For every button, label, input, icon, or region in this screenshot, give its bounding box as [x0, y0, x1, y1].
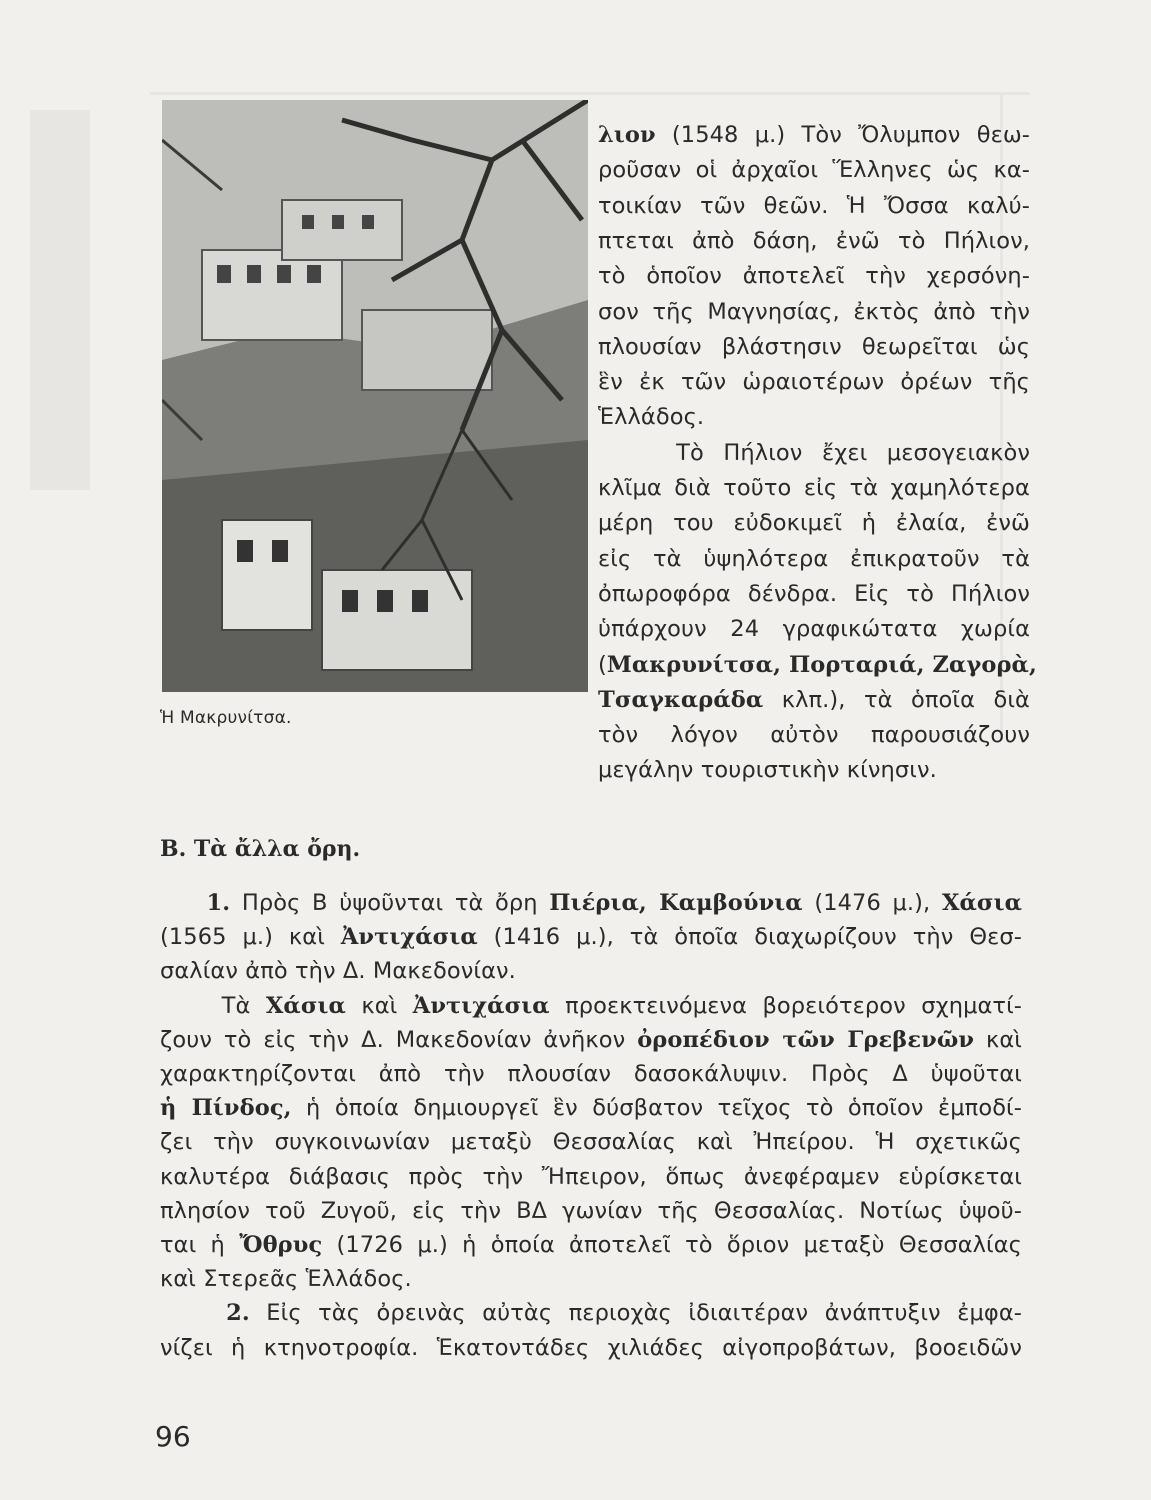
bold-term: Χάσια	[265, 992, 346, 1019]
bold-term: 2.	[226, 1300, 250, 1327]
bold-term: Μακρυνίτσα, Πορταριά, Ζαγορὰ,	[606, 651, 1037, 678]
text-run: μεγάλην τουριστικὴν κίνησιν.	[598, 757, 937, 784]
bold-term: Ἀντιχάσια	[412, 992, 550, 1019]
text-line	[598, 648, 1037, 682]
text-run: εἰς τὰ ὑψηλότερα ἐπικρατοῦν τὰ	[598, 545, 1030, 572]
text-line	[160, 1023, 1022, 1057]
bold-term: Χάσια	[941, 890, 1023, 916]
text-line	[598, 365, 1030, 399]
text-run: χαρακτηρίζονται ἀπὸ τὴν πλουσίαν δασοκάλυψιν. Πρὸς Δ ὑψοῦται	[160, 1061, 1022, 1087]
bold-term: 1.	[206, 890, 231, 916]
text-run: τὸ ὁποῖον ἀποτελεῖ τὴν χερσόνη-	[598, 263, 1030, 290]
text-line	[160, 1194, 1022, 1228]
text-run	[160, 890, 207, 916]
text-line	[160, 1262, 1022, 1296]
text-run: (1548 μ.) Τὸν Ὄλυμπον θεω-	[655, 122, 1030, 148]
text-run: μέρη του εὐδοκιμεῖ ἡ ἐλαία, ἐνῶ	[598, 510, 1030, 537]
text-run: (1565 μ.) καὶ	[160, 924, 341, 951]
text-run: σαλίαν ἀπὸ τὴν Δ. Μακεδονίαν.	[160, 958, 516, 985]
text-run: πλουσίαν βλάστησιν θεωρεῖται ὡς	[598, 333, 1030, 360]
text-line	[160, 886, 1022, 920]
text-line	[160, 1091, 1022, 1125]
text-run: πλησίον τοῦ Ζυγοῦ, εἰς τὴν ΒΔ γωνίαν τῆς Θεσσαλίας. Νοτίως ὑψοῦ-	[160, 1197, 1022, 1224]
text-run: νίζει ἡ κτηνοτροφία. Ἑκατοντάδες χιλιάδες αἰγοπροβάτων, βοοειδῶν	[160, 1334, 1022, 1361]
text-line	[160, 1125, 1022, 1159]
text-line	[160, 1331, 1022, 1365]
text-line	[598, 542, 1030, 576]
text-run: Τὸ Πήλιον ἔχει μεσογειακὸν	[598, 439, 1030, 466]
makrynitsa-photo	[162, 100, 588, 692]
text-line	[598, 753, 1030, 787]
text-line	[160, 1296, 1022, 1330]
text-line	[598, 295, 1030, 329]
bleed-through	[30, 110, 90, 490]
bold-term: Τσαγκαράδα	[598, 686, 764, 713]
text-run: Ἑλλάδος.	[598, 404, 705, 431]
text-run: καλυτέρα διάβασις πρὸς τὴν Ἤπειρον, ὅπως ἀνεφέραμεν εὑρίσκεται	[160, 1163, 1022, 1190]
village-illustration	[162, 100, 588, 692]
text-line	[598, 189, 1030, 223]
text-line	[598, 471, 1030, 505]
bold-term: λιον	[598, 122, 656, 148]
text-run: ται ἡ	[160, 1232, 240, 1258]
text-run: Πρὸς Β ὑψοῦνται τὰ ὄρη	[230, 890, 550, 916]
text-line	[598, 400, 1030, 434]
text-run: Εἰς τὰς ὀρεινὰς αὐτὰς περιοχὰς ἰδιαιτέραν ἀνάπτυξιν ἐμφα-	[249, 1300, 1022, 1327]
text-run	[160, 1300, 226, 1326]
text-run: ἡ ὁποία δημιουργεῖ ἓν δύσβατον τεῖχος τὸ ὁποῖον ἐμποδί-	[291, 1095, 1022, 1122]
text-run: ὑπάρχουν 24 γραφικώτατα χωρία	[598, 616, 1030, 643]
text-line	[598, 683, 1030, 717]
text-line	[160, 989, 1022, 1023]
text-run: (	[598, 651, 607, 678]
text-line	[598, 153, 1030, 187]
text-run: καὶ Στερεᾶς Ἑλλάδος.	[160, 1266, 412, 1293]
text-line	[598, 259, 1030, 293]
text-run: κλῖμα διὰ τοῦτο εἰς τὰ χαμηλότερα	[598, 475, 1030, 501]
text-line	[598, 506, 1030, 540]
text-line	[598, 224, 1030, 258]
bold-term: Ὄθρυς	[239, 1232, 323, 1258]
text-run: τὸν λόγον αὐτὸν παρουσιάζουν	[598, 722, 1030, 749]
text-run: πτεται ἀπὸ δάση, ἐνῶ τὸ Πήλιον,	[598, 227, 1030, 254]
text-line	[160, 1228, 1022, 1262]
text-line	[160, 1057, 1022, 1091]
text-line	[160, 1160, 1022, 1194]
text-run: κλπ.), τὰ ὁποῖα διὰ	[763, 686, 1030, 713]
text-line	[598, 436, 1030, 470]
text-run: προεκτεινόμενα βορειότερον σχηματί-	[549, 992, 1022, 1019]
text-run: καὶ	[345, 992, 413, 1019]
text-line	[160, 920, 1022, 954]
bold-term: Ἀντιχάσια	[340, 924, 478, 951]
text-run: ἓν ἐκ τῶν ὡραιοτέρων ὀρέων τῆς	[598, 369, 1030, 396]
bleed-through	[150, 92, 1030, 95]
text-run: (1416 μ.), τὰ ὁποῖα διαχωρίζουν τὴν Θεσ-	[477, 924, 1022, 951]
text-run: ζει τὴν συγκοινωνίαν μεταξὺ Θεσσαλίας καὶ Ἠπείρου. Ἡ σχετικῶς	[160, 1129, 1022, 1156]
text-run: (1476 μ.),	[802, 890, 942, 916]
text-run: (1726 μ.) ἡ ὁποία ἀποτελεῖ τὸ ὅριον μεταξὺ Θεσσαλίας	[322, 1232, 1022, 1258]
text-line	[598, 577, 1030, 611]
text-run: ροῦσαν οἱ ἀρχαῖοι Ἕλληνες ὡς κα-	[598, 157, 1030, 184]
section-heading: Β. Τὰ ἄλλα ὄρη.	[160, 836, 361, 862]
text-run: σον τῆς Μαγνησίας, ἐκτὸς ἀπὸ τὴν	[598, 298, 1030, 325]
bold-term: ἡ Πίνδος,	[160, 1095, 292, 1122]
text-run: ὀπωροφόρα δένδρα. Εἰς τὸ Πήλιον	[598, 580, 1030, 607]
text-line	[598, 718, 1030, 752]
photo-caption: Ἡ Μακρυνίτσα.	[160, 708, 292, 728]
text-line	[160, 954, 1022, 988]
bold-term: ὀροπέδιον τῶν Γρεβενῶν	[637, 1026, 975, 1053]
text-line	[598, 118, 1030, 152]
text-line	[598, 330, 1030, 364]
text-run: Τὰ	[160, 992, 266, 1019]
page-number: 96	[155, 1420, 191, 1453]
text-run: τοικίαν τῶν θεῶν. Ἡ Ὄσσα καλύ-	[598, 192, 1030, 219]
text-run: ζουν τὸ εἰς τὴν Δ. Μακεδονίαν ἀνῆκον	[160, 1026, 638, 1053]
text-line	[598, 612, 1030, 646]
text-run: καὶ	[974, 1026, 1022, 1053]
bold-term: Πιέρια, Καμβούνια	[549, 890, 803, 916]
